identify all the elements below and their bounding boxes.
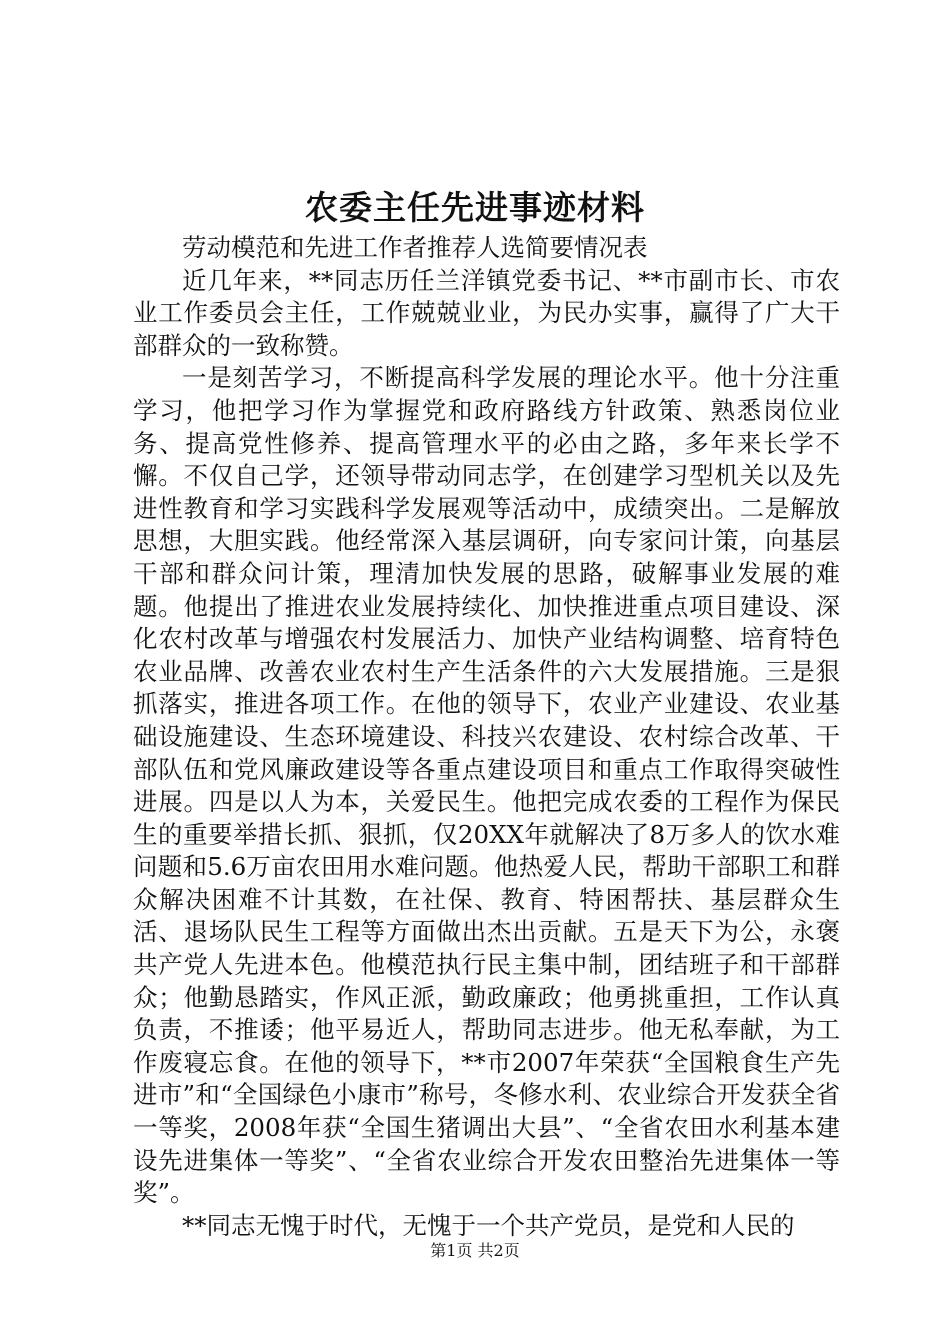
paragraph-subtitle: 劳动模范和先进工作者推荐人选简要情况表 xyxy=(182,233,648,262)
paragraph-conclusion: **同志无愧于时代，无愧于一个共产党员，是党和人民的 xyxy=(182,1210,795,1240)
document-title: 农委主任先进事迹材料 xyxy=(305,188,645,227)
page-footer: 第1页 共2页 xyxy=(430,1241,520,1260)
paragraph-achievements: 一是刻苦学习，不断提高科学发展的理论水平。他十分注重学习，他把学习作为掌握党和政府路线方针政策、熟悉岗位业务、提高党性修养、提高管理水平的必由之路，多年来长学不懈。不仅自己学，还领导带动同志学，在创建学习型机关以及先进性教育和学习实践科学发展观等活动中，成绩突出。二是解放思想，大胆实践。他经常深入基层调研，向专家问计策，向基层干部和群众问计策，理清加快发展的思路，破解事业发展的难题。他提出了推进农业发展持续化、加快推进重点项目建设、深化农村改革与增强农村发展活力、加快产业结构调整、培育特色农业品牌、改善农业农村生产生活条件的六大发展措施。三是狠抓落实，推进各项工作。在他的领导下，农业产业建设、农业基础设施建设、生态环境建设、科技兴农建设、农村综合改革、干部队伍和党风廉政建设等各重点建设项目和重点工作取得突破性进展。四是以人为本，关爱民生。他把完成农委的工程作为保民生的重要举措长抓、狠抓，仅20XX年就解决了8万多人的饮水难问题和5.6万亩农田用水难问题。他热爱人民，帮助干部职工和群众解决困难不计其数，在社保、教育、特困帮扶、基层群众生活、退场队民生工程等方面做出杰出贡献。五是天下为公，永褒共产党人先进本色。他模范执行民主集中制，团结班子和干部群众；他勤恳踏实，作风正派，勤政廉政；他勇挑重担，工作认真负责，不推诿；他平易近人，帮助同志进步。他无私奉献，为工作废寝忘食。在他的领导下，**市2007年荣获“全国粮食生产先进市”和“全国绿色小康市”称号，冬修水利、农业综合开发获全省一等奖，2008年获“全国生猪调出大县”、“全省农田水利基本建设先进集体一等奖”、“全省农业综合开发农田整治先进集体一等奖”。 xyxy=(133,363,840,1208)
paragraph-intro: 近几年来，**同志历任兰洋镇党委书记、**市副市长、市农业工作委员会主任，工作兢兢业业，为民办实事，赢得了广大干部群众的一致称赞。 xyxy=(133,265,840,360)
document-body xyxy=(133,232,840,1242)
